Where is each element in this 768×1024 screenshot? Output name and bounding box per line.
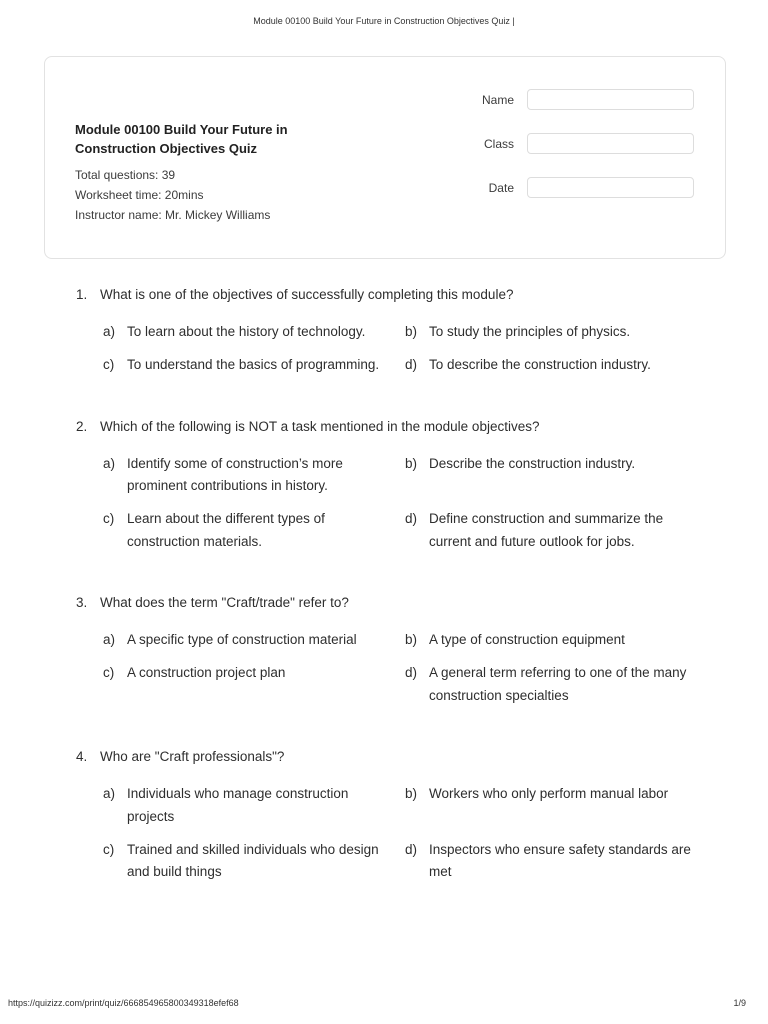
option-d [405,508,693,553]
question-row [76,285,708,305]
option-text: Individuals who manage construction projects [127,786,349,824]
date-field-row [439,177,694,198]
instructor-name: Instructor name: Mr. Mickey Williams [75,208,271,223]
option-b [405,783,693,828]
option-letter: b) [405,455,418,471]
option-text: Trained and skilled individuals who design and build things [127,841,379,880]
question-text: Who are "Craft professionals"? [100,749,285,764]
option-letter: d) [405,665,418,681]
option-b [405,453,693,498]
total-questions: Total questions: 39 [75,167,176,182]
option-text: A specific type of construction material [127,632,357,648]
option-a [103,321,391,343]
option-letter: a) [103,455,116,471]
option-letter: d) [405,841,418,857]
option-text: A general term referring to one of the many construction specialties [429,665,687,703]
option-letter: c) [103,357,115,373]
option-letter: b) [405,324,418,340]
student-fields [439,87,694,226]
option-letter: c) [103,665,115,681]
date-input[interactable] [527,177,694,198]
worksheet-time: Worksheet time: 20mins [75,188,204,203]
name-field-row [439,89,694,110]
option-letter: a) [103,324,116,340]
option-letter: d) [405,511,418,527]
option-a [103,453,391,498]
quiz-title-line1: Module 00100 Build Your Future in [75,122,288,137]
question-text: What is one of the objectives of successfully completing this module? [100,286,514,302]
option-a [103,629,391,651]
option-text: To understand the basics of programming. [127,357,380,373]
option-text: Inspectors who ensure safety standards are met [429,841,691,880]
question-2 [0,417,768,553]
option-letter: b) [405,632,418,648]
question-number: 2. [76,418,88,434]
option-c [103,354,391,376]
date-label: Date [488,180,514,195]
option-d [405,354,693,376]
question-number: 3. [76,594,88,610]
option-text: To learn about the history of technology. [127,324,366,340]
question-text: Which of the following is NOT a task mentioned in the module objectives? [100,418,540,434]
class-input[interactable] [527,133,694,154]
option-text: A construction project plan [127,665,286,681]
option-text: Workers who only perform manual labor [429,786,669,802]
question-1 [0,285,768,377]
option-letter: b) [405,786,418,802]
option-a [103,783,391,828]
question-text: What does the term "Craft/trade" refer to? [100,594,349,610]
footer-page-number: 1/9 [733,998,746,1008]
print-preview-title: Module 00100 Build Your Future in Construction Objectives Quiz | [253,16,515,26]
option-letter: c) [103,511,115,527]
option-text: Identify some of construction’s more prominent contributions in history. [127,455,343,494]
question-row [76,417,708,437]
option-c [103,839,391,884]
option-text: Define construction and summarize the current and future outlook for jobs. [429,511,664,549]
option-letter: c) [103,841,115,857]
options-grid [103,453,768,553]
footer-url: https://quizizz.com/print/quiz/666854965800349318efef68 [8,998,239,1008]
question-4 [0,747,768,883]
quiz-info [75,121,288,226]
quiz-header-card [44,56,726,259]
question-list [0,259,768,883]
question-number: 4. [76,749,88,764]
options-grid [103,321,768,377]
options-grid [103,783,768,883]
option-text: Describe the construction industry. [429,455,636,471]
option-text: A type of construction equipment [429,632,625,648]
option-c [103,662,391,707]
question-row [76,593,708,613]
option-letter: a) [103,632,116,648]
class-field-row [439,133,694,154]
option-text: To describe the construction industry. [429,357,651,373]
option-b [405,321,693,343]
options-grid [103,629,768,707]
option-letter: d) [405,357,418,373]
name-label: Name [481,92,514,107]
name-input[interactable] [527,89,694,110]
option-text: To study the principles of physics. [429,324,631,340]
option-d [405,662,693,707]
class-label: Class [483,136,514,151]
option-text: Learn about the different types of construction materials. [127,511,325,549]
option-b [405,629,693,651]
option-d [405,839,693,884]
question-number: 1. [76,286,88,302]
question-3 [0,593,768,707]
option-letter: a) [103,786,116,802]
print-footer [0,998,768,1008]
option-c [103,508,391,553]
question-row [76,747,708,767]
quiz-title-line2: Construction Objectives Quiz [75,140,258,156]
